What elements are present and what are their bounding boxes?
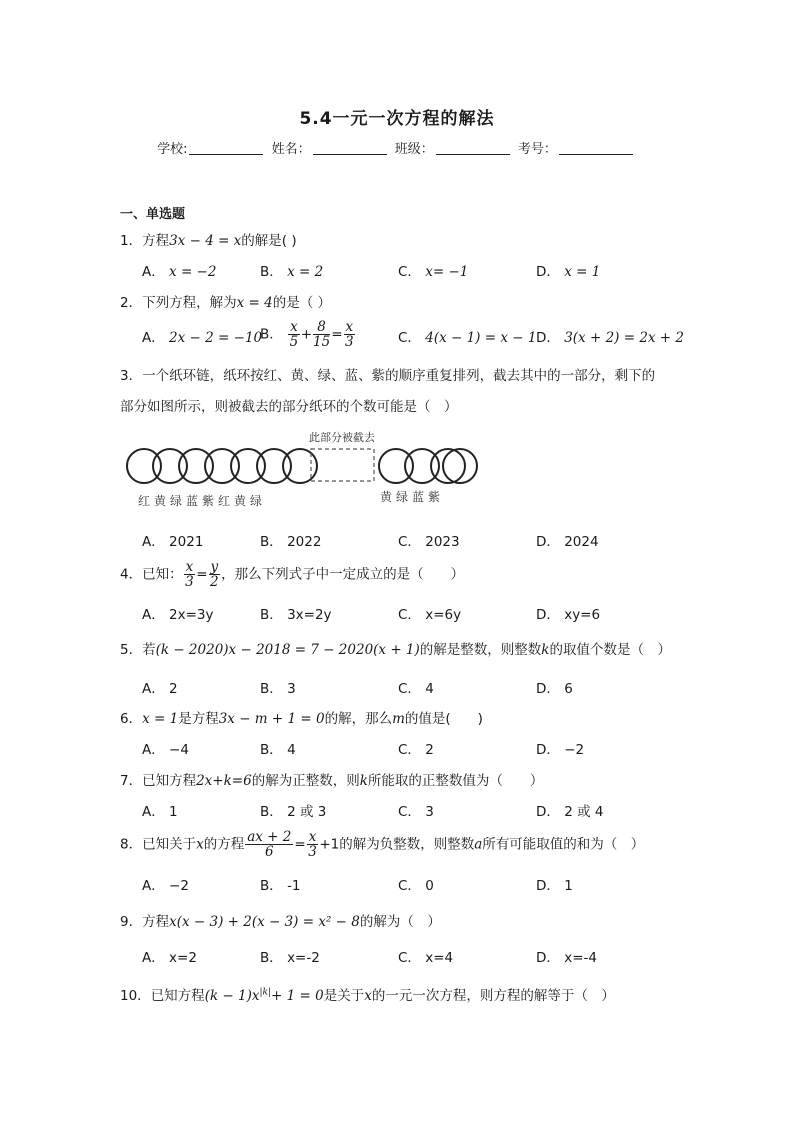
question-6: 6．x = 1是方程3x − m + 1 = 0的解，那么m的值是( ) <box>120 711 483 727</box>
option-b[interactable]: B． x=-2 <box>260 950 320 966</box>
question-text: 的是（ ） <box>272 295 331 311</box>
student-info <box>0 138 794 157</box>
equation: 3x − 4 = x <box>169 233 242 249</box>
option-d[interactable]: D． x = 1 <box>536 264 601 280</box>
class-label: 班级： <box>394 142 434 157</box>
option-c[interactable]: C． 4 <box>398 681 434 697</box>
question-3-line-1 <box>120 364 655 384</box>
question-text: 一个纸环链，纸环按红、黄、绿、蓝、紫的顺序重复排列，截去其中的一部分，剩下的 <box>142 368 656 384</box>
option-d[interactable]: D． 6 <box>536 681 573 697</box>
question-text: ，那么下列式子中一定成立的是（ ） <box>221 566 465 583</box>
fraction: $\frac{x}{3}$ <box>185 559 194 590</box>
question-1 <box>120 229 297 249</box>
option-b[interactable]: B． 3x=2y <box>260 607 332 623</box>
option-c[interactable]: C． 2023 <box>398 534 460 550</box>
question-number: 9． <box>120 914 143 930</box>
option-b[interactable]: B． -1 <box>260 878 301 894</box>
ring-chain-figure <box>120 428 490 508</box>
question-4: 4．已知： $\frac{x}{3}$ = $\frac{y}{2}$ ，那么下列式子中一定成立的是（ ） <box>120 559 465 590</box>
question-2 <box>120 291 331 311</box>
name-label: 姓名： <box>271 142 311 157</box>
option-c[interactable]: C． x=4 <box>398 950 454 966</box>
question-number: 10． <box>120 988 151 1004</box>
option-a[interactable]: A． −2 <box>142 878 189 894</box>
options-5 <box>0 677 794 697</box>
option-d[interactable]: D． 2 或 4 <box>536 804 604 820</box>
right-rings <box>379 449 477 483</box>
option-b[interactable]: B． x = 2 <box>260 264 324 280</box>
question-text: 方程 <box>142 233 170 249</box>
section-title: 一、单选题 <box>120 207 186 222</box>
question-number: 7． <box>120 773 143 789</box>
question-3-line-2 <box>120 395 458 415</box>
left-color-labels: 红黄绿蓝紫红黄绿 <box>138 494 267 508</box>
options-1 <box>0 260 794 280</box>
question-number: 3． <box>120 368 143 384</box>
number-label: 考号： <box>517 142 557 157</box>
option-a[interactable]: A． 2021 <box>142 534 204 550</box>
options-8 <box>0 874 794 894</box>
option-d[interactable]: D． 1 <box>536 878 573 894</box>
options-6 <box>0 738 794 758</box>
option-b[interactable]: B． 3 <box>260 681 296 697</box>
question-text: 的解是( ) <box>241 233 297 249</box>
question-number: 2． <box>120 295 143 311</box>
option-d[interactable]: D． 3(x + 2) = 2x + 2 <box>536 330 685 346</box>
option-a[interactable]: A． 2x − 2 = −10 <box>142 330 263 346</box>
option-c[interactable]: C． 3 <box>398 804 434 820</box>
option-d[interactable]: D． xy=6 <box>536 607 601 623</box>
option-b[interactable]: B． 2 或 3 <box>260 804 327 820</box>
right-color-labels: 黄绿蓝紫 <box>380 490 445 504</box>
options-2 <box>0 320 794 352</box>
fraction: $\frac{x}{3}$ <box>308 829 317 860</box>
option-d[interactable]: D． x=-4 <box>536 950 597 966</box>
option-c[interactable]: C． 2 <box>398 742 434 758</box>
option-a[interactable]: A． 1 <box>142 804 178 820</box>
equation: (k − 2020)x − 2018 = 7 − 2020(x + 1) <box>155 642 420 658</box>
fraction: $\frac{y}{2}$ <box>210 559 219 590</box>
equation: x(x − 3) + 2(x − 3) = x² − 8 <box>169 914 360 930</box>
question-9: 9．方程x(x − 3) + 2(x − 3) = x² − 8的解为（ ） <box>120 914 441 930</box>
option-c[interactable]: C． 4(x − 1) = x − 1 <box>398 330 537 346</box>
question-number: 5． <box>120 642 143 658</box>
question-5: 5．若(k − 2020)x − 2018 = 7 − 2020(x + 1)的解是整数，则整数k的取值个数是（ ） <box>120 642 671 658</box>
cut-label: 此部分被截去 <box>309 431 375 444</box>
left-rings <box>127 449 317 483</box>
option-a[interactable]: A． 2x=3y <box>142 607 214 623</box>
option-c[interactable]: C． x=6y <box>398 607 462 623</box>
option-b[interactable]: B． 4 <box>260 742 296 758</box>
equation: x = 4 <box>236 295 273 311</box>
page-title: 5.4一元一次方程的解法 <box>299 109 495 129</box>
option-d[interactable]: D． −2 <box>536 742 585 758</box>
option-a[interactable]: A． −4 <box>142 742 189 758</box>
option-a[interactable]: A． x=2 <box>142 950 197 966</box>
name-blank[interactable] <box>313 142 387 155</box>
question-number: 1． <box>120 233 143 249</box>
option-b[interactable]: B． $\frac{x}{5}$ + $\frac{8}{15}$ = $\frac{x}{3}$ <box>260 319 354 350</box>
question-10: 10．已知方程$(k - 1)x^{|k|}+ 1 = 0$是关于x的一元一次方程，则方程的解等于（ ） <box>120 987 615 1004</box>
options-3 <box>0 530 794 550</box>
question-text: 下列方程，解为 <box>142 295 237 311</box>
options-7 <box>0 800 794 820</box>
question-number: 6． <box>120 711 143 727</box>
question-7: 7．已知方程2x+k=6的解为正整数，则k所能取的正整数值为（ ） <box>120 773 544 789</box>
number-blank[interactable] <box>559 142 633 155</box>
option-b[interactable]: B． 2022 <box>260 534 322 550</box>
option-a[interactable]: A． x = −2 <box>142 264 217 280</box>
class-blank[interactable] <box>436 142 510 155</box>
option-a[interactable]: A． 2 <box>142 681 178 697</box>
option-c[interactable]: C． x= −1 <box>398 264 469 280</box>
option-d[interactable]: D． 2024 <box>536 534 599 550</box>
ring-chain <box>120 428 490 488</box>
question-text: 部分如图所示，则被截去的部分纸环的个数可能是（ ） <box>120 399 458 415</box>
question-text: 已知： <box>142 566 183 583</box>
options-4 <box>0 603 794 623</box>
school-label: 学校: <box>157 142 188 157</box>
option-c[interactable]: C． 0 <box>398 878 434 894</box>
cut-section-box <box>311 449 374 481</box>
school-blank[interactable] <box>189 142 263 155</box>
options-9 <box>0 946 794 966</box>
question-8: 8．已知关于x的方程 $\frac{ax + 2}{6}$ = $\frac{x}{3}$ +1的解为负整数，则整数a所有可能取值的和为（ ） <box>120 829 645 860</box>
question-number: 8． <box>120 836 143 853</box>
question-number: 4． <box>120 566 143 583</box>
fraction: $\frac{ax + 2}{6}$ <box>247 829 292 860</box>
